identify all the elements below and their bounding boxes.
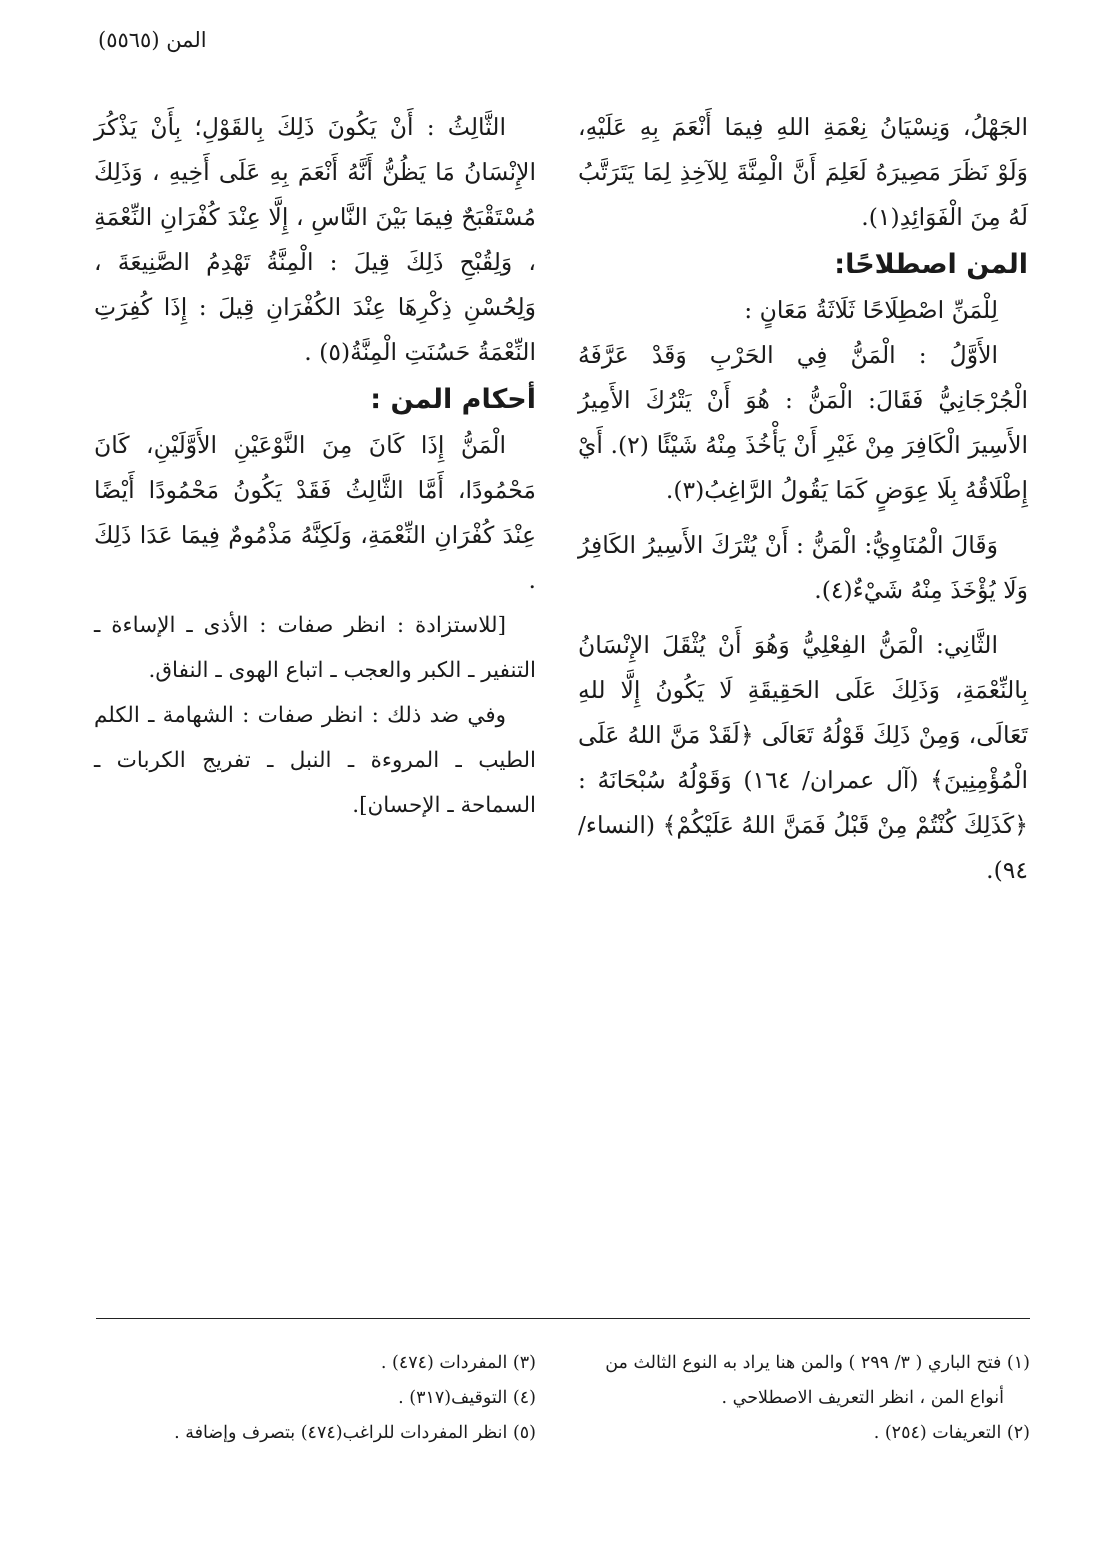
footnotes-right <box>578 1346 1030 1451</box>
paragraph-second-meaning: الثَّانِي: الْمَنُّ الفِعْلِيُّ وَهُوَ أَنْ يُثْقَلَ الإِنْسَانُ بِالنِّعْمَةِ، وَذَلِكَ عَلَى الحَقِيقَةِ لَا يَكُونُ إِلَّا للهِ تَعَالَى، وَمِنْ ذَلِكَ قَوْلُهُ تَعَالَى ﴿لَقَدْ مَنَّ اللهُ عَلَى الْمُؤْمِنِينَ﴾ (آل عمران/ ١٦٤) وَقَوْلُهُ سُبْحَانَهُ : ﴿كَذَلِكَ كُنْتُمْ مِنْ قَبْلُ فَمَنَّ اللهُ عَلَيْكُمْ﴾ (النساء/ ٩٤). <box>578 631 1028 884</box>
footnote-divider <box>96 1318 1030 1319</box>
footnote-2: (٢) التعريفات (٢٥٤) . <box>873 1423 1030 1443</box>
section-heading-terminology: المن اصطلاحًا: <box>834 249 1028 280</box>
paragraph-first-meaning: الأَوَّلُ : الْمَنُّ فِي الحَرْبِ وَقَدْ عَرَّفَهُ الْجُرْجَانِيُّ فَقَالَ: الْمَنُّ : هُوَ أَنْ يَتْرُكَ الأَمِيرُ الأَسِيرَ الْكَافِرَ مِنْ غَيْرِ أَنْ يَأْخُذَ مِنْهُ شَيْئًا (٢). أَيْ إِطْلَاقُهُ بِلَا عِوَضٍ كَمَا يَقُولُ الرَّاغِبُ(٣). <box>578 341 1028 504</box>
footnote-5: (٥) انظر المفردات للراغب(٤٧٤) بتصرف وإضافة . <box>174 1423 536 1443</box>
right-column <box>578 105 1028 893</box>
footnote-1-continuation: أنواع المن ، انظر التعريف الاصطلاحي . <box>721 1388 1004 1408</box>
paragraph-rulings: الْمَنُّ إِذَا كَانَ مِنَ النَّوْعَيْنِ الأَوَّلَيْنِ، كَانَ مَحْمُودًا، أَمَّا الثَّالِثُ فَقَدْ يَكُونُ مَحْمُودًا أَيْضًا عِنْدَ كُفْرَانِ النِّعْمَةِ، وَلَكِنَّهُ مَذْمُومٌ فِيمَا عَدَا ذَلِكَ . <box>94 431 536 594</box>
footnote-3: (٣) المفردات (٤٧٤) . <box>380 1353 536 1373</box>
section-heading-rulings: أحكام المن : <box>370 384 536 415</box>
paragraph-opposites: وفي ضد ذلك : انظر صفات : الشهامة ـ الكلم الطيب ـ المروءة ـ النبل ـ تفريج الكربات ـ السماحة ـ الإحسان]. <box>94 703 536 818</box>
left-column <box>94 105 536 828</box>
paragraph-munawi: وَقَالَ الْمُنَاوِيُّ: الْمَنُّ : أَنْ يُتْرَكَ الأَسِيرُ الكَافِرُ وَلَا يُؤْخَذَ مِنْهُ شَيْءٌ(٤). <box>578 531 1028 604</box>
paragraph-ignorance: الجَهْلُ، وَنِسْيَانُ نِعْمَةِ اللهِ فِيمَا أَنْعَمَ بِهِ عَلَيْهِ، وَلَوْ نَظَرَ مَصِيرَهُ لَعَلِمَ أَنَّ الْمِنَّةَ لِلآخِذِ لِمَا يَتَرَتَّبُ لَهُ مِنَ الْفَوَائِدِ(١). <box>578 113 1028 231</box>
footnote-1: (١) فتح الباري ( ٣/ ٢٩٩ ) والمن هنا يراد به النوع الثالث من <box>605 1353 1030 1373</box>
footnote-4: (٤) التوقيف(٣١٧) . <box>398 1388 536 1408</box>
paragraph-further-reading: [للاستزادة : انظر صفات : الأذى ـ الإساءة ـ التنفير ـ الكبر والعجب ـ اتباع الهوى ـ النفاق. <box>94 613 536 683</box>
footnotes-left <box>150 1346 536 1451</box>
paragraph-third-meaning: الثَّالِثُ : أَنْ يَكُونَ ذَلِكَ بِالقَوْلِ؛ بِأَنْ يَذْكُرَ الإِنْسَانُ مَا يَظُنُّ أَنَّهُ أَنْعَمَ بِهِ عَلَى أَخِيهِ ، وَذَلِكَ مُسْتَقْبَحٌ فِيمَا بَيْنَ النَّاسِ ، إِلَّا عِنْدَ كُفْرَانِ النِّعْمَةِ ، وَلِقُبْحِ ذَلِكَ قِيلَ : الْمِنَّةُ تَهْدِمُ الصَّنِيعَةَ ، وَلِحُسْنِ ذِكْرِهَا عِنْدَ الكُفْرَانِ قِيلَ : إِذَا كُفِرَتِ النِّعْمَةُ حَسُنَتِ الْمِنَّةُ(٥) . <box>94 113 536 366</box>
running-header: المن (٥٥٦٥) <box>98 28 207 52</box>
paragraph-three-meanings: لِلْمَنِّ اصْطِلَاحًا ثَلَاثَةُ مَعَانٍ : <box>744 296 998 324</box>
